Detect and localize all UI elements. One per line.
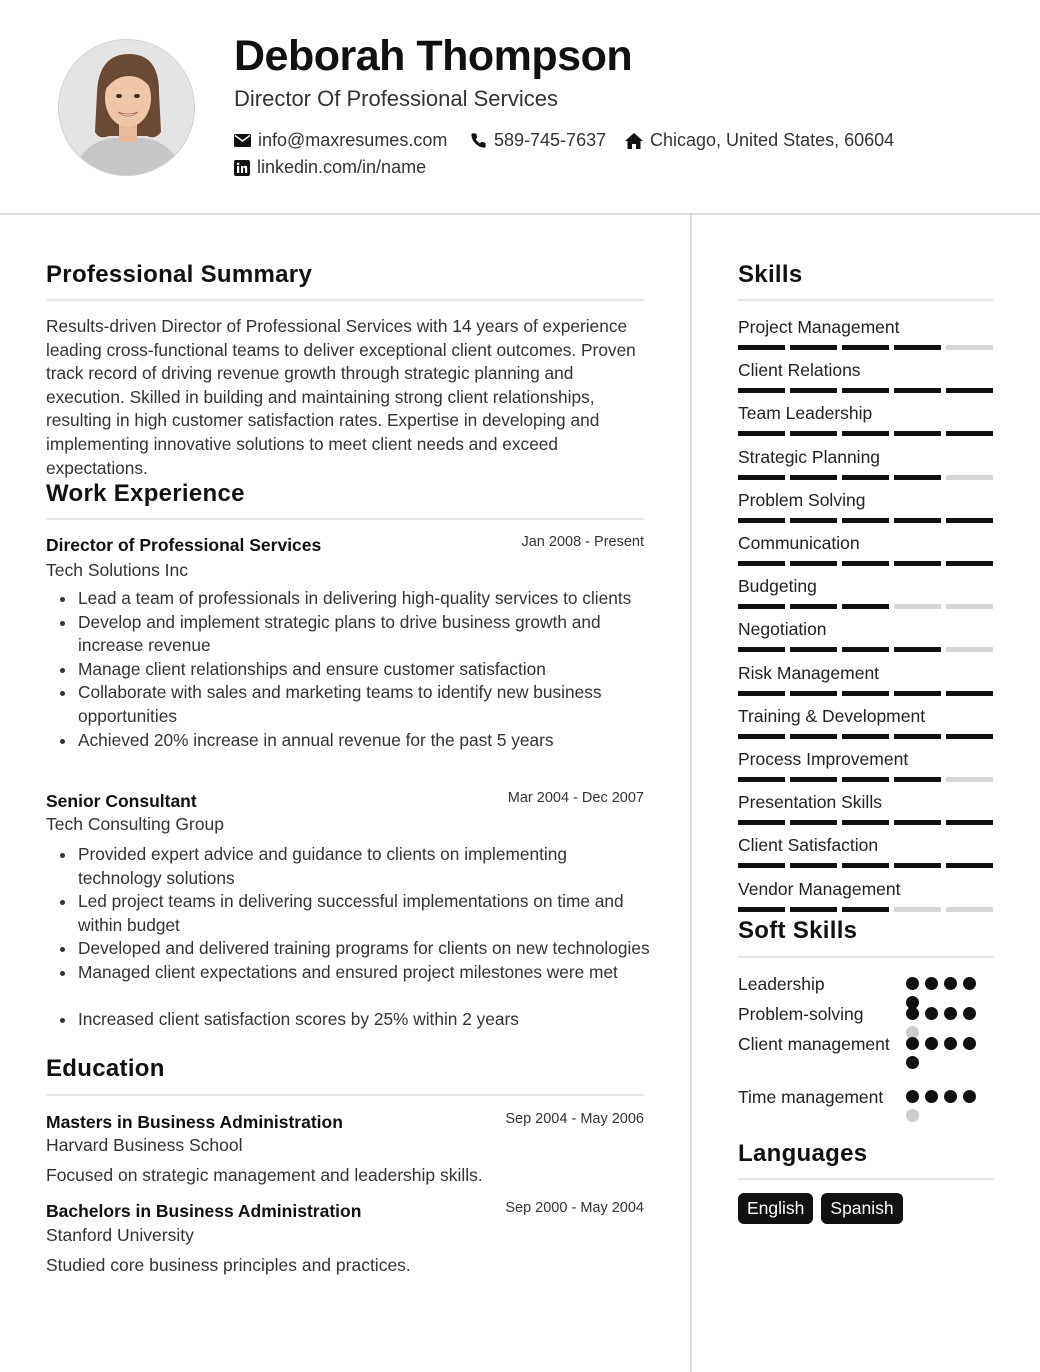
linkedin-text: linkedin.com/in/name (257, 157, 427, 177)
skill-level-segment (946, 777, 993, 782)
skill-level-segment (894, 647, 941, 652)
skill-level-segment (894, 388, 941, 393)
job-dates: Mar 2004 - Dec 2007 (507, 790, 644, 806)
skill-level-segment (738, 604, 785, 609)
skill-level-segment (738, 388, 785, 393)
rating-dot (963, 1007, 976, 1020)
skill-level-segment (842, 475, 889, 480)
rating-dot (944, 977, 957, 990)
skill-level-segment (738, 820, 785, 825)
rating-dot (944, 1007, 957, 1020)
languages-heading: Languages (738, 1140, 868, 1167)
rating-dot (963, 1037, 976, 1050)
skill-level-segment (946, 863, 993, 868)
job-bullet: Increased client satisfaction scores by 25% within 2 years (46, 1008, 650, 1032)
soft-skills-heading: Soft Skills (738, 917, 858, 944)
skill-level-segment (946, 345, 993, 350)
job-bullets (46, 843, 650, 1032)
skill-level-segment (842, 431, 889, 436)
skill-level-segment (894, 518, 941, 523)
language-tag: Spanish (821, 1193, 902, 1224)
summary-text: Results-driven Director of Professional Services with 14 years of experience leading cross-functional teams to deliver exceptional client outcomes. Proven track record of driving revenue growth through strategic planning and execution. Skilled in building and maintaining strong client relationships, resulting in high customer satisfaction rates. Expertise in developing and implementing innovative solutions to meet client needs and exceed expectations. (46, 316, 636, 478)
skill-level-segment (894, 604, 941, 609)
skill-name: Client Satisfaction (738, 835, 879, 856)
location-text: Chicago, United States, 60604 (650, 130, 895, 150)
skill-level-segment (946, 388, 993, 393)
rating-dot (925, 1090, 938, 1103)
degree-title: Bachelors in Business Administration (46, 1201, 362, 1221)
skill-level-segment (738, 777, 785, 782)
skills-heading: Skills (738, 261, 803, 288)
job-bullet: Provided expert advice and guidance to clients on implementing technology solutions (46, 843, 650, 890)
degree-description: Studied core business principles and practices. (46, 1255, 411, 1275)
skill-name: Presentation Skills (738, 792, 882, 813)
rating-dot (906, 977, 919, 990)
soft-skill-rating (906, 977, 986, 1009)
candidate-title: Director Of Professional Services (234, 86, 558, 111)
rating-dot (925, 977, 938, 990)
job-bullets (46, 587, 650, 752)
skill-level-segment (790, 820, 837, 825)
skill-level-segment (790, 475, 837, 480)
degree-description: Focused on strategic management and leadership skills. (46, 1165, 483, 1185)
education-heading: Education (46, 1055, 165, 1082)
soft-skill-rating (906, 1090, 986, 1122)
rating-dot (963, 977, 976, 990)
skill-level-segment (842, 388, 889, 393)
skill-level-segment (738, 647, 785, 652)
skill-level-segment (738, 863, 785, 868)
skill-level-segment (842, 518, 889, 523)
skill-level-segment (894, 777, 941, 782)
skill-level-segment (842, 734, 889, 739)
skill-level-segment (790, 647, 837, 652)
skill-level-bar (738, 820, 993, 825)
skill-level-segment (842, 863, 889, 868)
skill-level-segment (842, 561, 889, 566)
avatar (58, 39, 195, 176)
contact-email[interactable] (234, 130, 447, 151)
skill-level-segment (894, 691, 941, 696)
rating-dot (944, 1037, 957, 1050)
skill-level-segment (790, 345, 837, 350)
language-tag: English (738, 1193, 813, 1224)
job-company: Tech Consulting Group (46, 814, 225, 834)
skill-level-segment (738, 561, 785, 566)
skill-level-segment (946, 518, 993, 523)
rating-dot (906, 1109, 919, 1122)
skill-level-segment (894, 863, 941, 868)
skill-level-segment (790, 907, 837, 912)
skill-level-segment (738, 345, 785, 350)
skill-level-segment (946, 431, 993, 436)
skill-name: Project Management (738, 317, 900, 337)
portrait-image (59, 40, 195, 176)
soft-skill-name: Time management (738, 1087, 884, 1107)
experience-heading: Work Experience (46, 480, 245, 507)
contact-linkedin[interactable] (234, 157, 426, 178)
skill-level-segment (894, 431, 941, 436)
skill-name: Strategic Planning (738, 446, 881, 467)
skill-level-bar (738, 345, 993, 350)
skill-level-segment (842, 907, 889, 912)
job-bullet: Managed client expectations and ensured project milestones were met (46, 961, 650, 985)
education-rule (46, 1094, 644, 1096)
skill-level-bar (738, 475, 993, 480)
rating-dot (906, 1090, 919, 1103)
job-company: Tech Solutions Inc (46, 560, 189, 580)
skill-level-segment (842, 691, 889, 696)
skill-level-bar (738, 518, 993, 523)
skill-level-segment (738, 691, 785, 696)
skill-name: Negotiation (738, 619, 827, 640)
rating-dot (906, 1007, 919, 1020)
skill-level-segment (738, 734, 785, 739)
soft-skill-name: Problem-solving (738, 1004, 864, 1024)
rating-dot (925, 1037, 938, 1050)
soft-skill-rating (906, 1007, 986, 1039)
job-bullet: Lead a team of professionals in delivering high-quality services to clients (46, 587, 650, 611)
rating-dot (963, 1090, 976, 1103)
skill-name: Client Relations (738, 360, 861, 381)
skill-level-segment (894, 820, 941, 825)
languages-rule (738, 1178, 994, 1180)
skill-level-bar (738, 604, 993, 609)
skill-level-segment (842, 777, 889, 782)
soft-skills-rule (738, 956, 994, 958)
column-divider (690, 215, 692, 1372)
email-text: info@maxresumes.com (258, 130, 448, 150)
degree-school: Stanford University (46, 1225, 194, 1245)
skill-name: Process Improvement (738, 749, 909, 769)
skill-name: Risk Management (738, 662, 880, 683)
skill-level-segment (946, 475, 993, 480)
skill-level-segment (790, 388, 837, 393)
skill-level-segment (790, 734, 837, 739)
skill-level-segment (790, 863, 837, 868)
skill-level-bar (738, 734, 993, 739)
skill-name: Budgeting (738, 576, 817, 597)
skill-level-segment (790, 691, 837, 696)
skill-level-bar (738, 647, 993, 652)
skill-level-segment (946, 604, 993, 609)
soft-skill-name: Leadership (738, 974, 825, 994)
degree-dates: Sep 2004 - May 2006 (505, 1111, 644, 1127)
home-icon (625, 133, 643, 149)
skill-name: Training & Development (738, 705, 926, 726)
skill-level-segment (946, 907, 993, 912)
skill-name: Vendor Management (738, 878, 901, 899)
skill-level-segment (842, 604, 889, 609)
soft-skill-rating (906, 1037, 986, 1069)
degree-title: Masters in Business Administration (46, 1112, 343, 1132)
job-bullet: Manage client relationships and ensure customer satisfaction (46, 658, 650, 682)
degree-school: Harvard Business School (46, 1135, 243, 1155)
skill-level-segment (894, 907, 941, 912)
job-title: Senior Consultant (46, 791, 197, 811)
skill-level-segment (946, 647, 993, 652)
skill-name: Communication (738, 533, 860, 553)
skill-name: Problem Solving (738, 489, 866, 510)
skill-level-segment (738, 431, 785, 436)
skill-level-bar (738, 777, 993, 782)
job-bullet: Developed and delivered training programs for clients on new technologies (46, 937, 650, 961)
job-dates: Jan 2008 - Present (521, 534, 644, 550)
skill-level-segment (894, 345, 941, 350)
rating-dot (906, 1037, 919, 1050)
skill-level-segment (894, 734, 941, 739)
skill-level-segment (790, 561, 837, 566)
skill-level-bar (738, 907, 993, 912)
experience-rule (46, 518, 644, 520)
job-bullet: Develop and implement strategic plans to drive business growth and increase revenue (46, 611, 650, 658)
envelope-icon (234, 134, 251, 147)
linkedin-icon (234, 160, 250, 176)
skill-level-segment (946, 734, 993, 739)
languages-list (738, 1193, 903, 1224)
skill-level-segment (790, 431, 837, 436)
skills-rule (738, 299, 994, 301)
candidate-name: Deborah Thompson (234, 32, 633, 80)
skill-level-bar (738, 388, 993, 393)
phone-icon (470, 132, 487, 149)
skill-level-segment (842, 820, 889, 825)
skill-level-segment (842, 647, 889, 652)
skill-level-segment (738, 518, 785, 523)
rating-dot (944, 1090, 957, 1103)
rating-dot (906, 1056, 919, 1069)
soft-skill-name: Client management (738, 1034, 890, 1054)
rating-dot (925, 1007, 938, 1020)
skill-level-segment (790, 777, 837, 782)
summary-heading: Professional Summary (46, 261, 313, 288)
skill-level-segment (738, 907, 785, 912)
skill-level-bar (738, 691, 993, 696)
contact-phone[interactable] (470, 130, 606, 151)
skill-level-segment (946, 561, 993, 566)
summary-rule (46, 299, 644, 301)
skill-level-segment (894, 561, 941, 566)
job-bullet: Led project teams in delivering successful implementations on time and within budget (46, 890, 650, 937)
resume-header (0, 0, 1040, 215)
job-bullet: Collaborate with sales and marketing teams to identify new business opportunities (46, 681, 650, 728)
degree-dates: Sep 2000 - May 2004 (505, 1200, 644, 1216)
skill-level-segment (946, 820, 993, 825)
skill-level-segment (790, 604, 837, 609)
job-bullet: Achieved 20% increase in annual revenue for the past 5 years (46, 729, 650, 753)
skill-name: Team Leadership (738, 403, 873, 424)
skill-level-segment (894, 475, 941, 480)
skill-level-segment (738, 475, 785, 480)
skill-level-bar (738, 863, 993, 868)
skill-level-segment (790, 518, 837, 523)
skill-level-segment (946, 691, 993, 696)
contact-location (625, 130, 894, 151)
skill-level-segment (842, 345, 889, 350)
skill-level-bar (738, 561, 993, 566)
phone-text: 589-745-7637 (494, 130, 607, 150)
job-title: Director of Professional Services (46, 535, 322, 555)
skill-level-bar (738, 431, 993, 436)
